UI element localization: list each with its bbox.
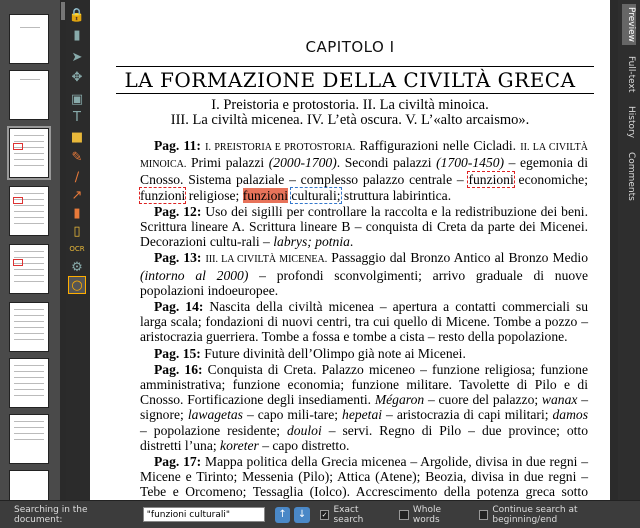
chapter-subtitle-2: III. La civiltà micenea. IV. L’età oscura. V. L’«alto arcaismo».	[170, 112, 530, 128]
side-tabs	[618, 0, 640, 500]
ocr-icon[interactable]: OCR	[69, 245, 85, 253]
stamp-icon[interactable]: ▯	[73, 223, 81, 239]
index-entry: Pag. 17: Mappa politica della Grecia micenea – Argolide, divisa in due regni – Micene e Tirinto; Messenia (Pilo); Attica (Atene); Beozia, divisa in due regni – Tebe e Orcomeno; Tessaglia (Iolco). Accrescimento della potenza greca sotto	[140, 454, 588, 500]
search-icon[interactable]: ○	[68, 276, 86, 294]
page-thumbnail[interactable]	[9, 414, 49, 464]
page-thumbnail[interactable]	[9, 302, 49, 352]
tab-preview[interactable]: Preview	[622, 4, 636, 45]
page-thumbnail[interactable]	[9, 186, 49, 236]
scrollbar-handle[interactable]	[61, 2, 65, 20]
index-entry: Pag. 14: Nascita della civiltà micenea – apertura a contatti commerciali su larga scala; fondazioni di nuovi centri, tra cui quello di Micene. Tombe a pozzo – aristocrazia guerriera. Tombe a fossa e tombe a cista – resto della popolazione.	[140, 299, 588, 345]
text-tool-icon[interactable]: T	[73, 109, 81, 125]
page-thumbnail[interactable]	[9, 14, 49, 64]
note-icon[interactable]: ■	[70, 129, 84, 145]
whole-words-option[interactable]	[399, 505, 468, 525]
page-thumbnail-current[interactable]	[9, 128, 49, 178]
continue-search-option[interactable]	[479, 505, 640, 525]
search-match: funzioni	[140, 187, 186, 203]
arrow-down-icon[interactable]: ↓	[294, 507, 309, 523]
bookmark-icon[interactable]: ▮	[73, 27, 81, 43]
pointer-icon[interactable]: ➤	[71, 49, 83, 65]
search-input[interactable]	[143, 507, 265, 522]
exact-search-label: Exact search	[333, 504, 364, 525]
eraser-icon[interactable]: ▮	[73, 205, 81, 221]
exact-search-option[interactable]	[320, 505, 389, 525]
tab-full-text[interactable]: Full-text	[626, 56, 636, 93]
chapter-subtitle-1: I. Preistoria e protostoria. II. La civiltà minoica.	[211, 97, 489, 113]
title-rule-bottom	[116, 93, 594, 94]
exact-search-checkbox[interactable]: ✓	[321, 510, 328, 519]
search-bar	[0, 500, 640, 528]
move-icon[interactable]: ✥	[71, 69, 83, 85]
document-page	[90, 0, 610, 500]
settings-icon[interactable]: ⚙	[71, 259, 83, 275]
thumbnail-panel	[0, 0, 60, 500]
pencil-icon[interactable]: ✎	[71, 149, 83, 165]
index-entry: Pag. 15: Future divinità dell’Olimpo già note ai Micenei.	[154, 345, 466, 361]
continue-search-label: Continue search at beginning/end	[492, 504, 578, 525]
tab-comments[interactable]: Comments	[626, 152, 636, 202]
index-entry: Pag. 12: Uso dei sigilli per controllare la raccolta e la redistribuzione dei beni. Scrittura lineare A. Scrittura lineare B – conquista di Creta da parte dei Micenei. Decorazioni cultu-rali – labrys; potnia.	[140, 203, 588, 250]
index-entry: Pag. 11: I. PREISTORIA E PROTOSTORIA. Raffigurazioni nelle Cicladi. II. LA CIVILTÀ MINOICA. Primi palazzi (2000-1700). Secondi palazzi (1700-1450) – egemonia di Cnosso. Sistema palaziale – complesso palazzo centrale – funzioni economiche; funzioni religiose; funzioni culturali; struttura labirintica.	[140, 138, 588, 203]
index-entry: Pag. 13: III. LA CIVILTÀ MICENEA. Passaggio dal Bronzo Antico al Bronzo Medio (intorno al 2000) – profondi sconvolgimenti; arrivo graduale di nuove popolazioni indoeuropee.	[140, 250, 588, 298]
line-icon[interactable]: ∕	[74, 169, 80, 185]
chapter-heading: CAPITOLO I	[305, 38, 395, 56]
search-match-current: culturali;	[291, 187, 341, 203]
tab-history[interactable]: History	[626, 106, 636, 139]
index-entry: Pag. 16: Conquista di Creta. Palazzo miceneo – funzione religiosa; funzione amministrativa; funzione economia; funzione militare. Tavolette di Pilo e di Cnosso. Fortificazione degli insediamenti. Mégaron – cuore del palazzo; wanax – signore; lawagetas – capo mili-tare; hepetai – aristocrazia di capi militari; damos – popolazione residente; douloi – servi. Regno di Pilo – due province; otto distretti l’una; koreter – capo distretto.	[140, 361, 588, 453]
page-thumbnail[interactable]	[9, 358, 49, 408]
whole-words-label: Whole words	[412, 504, 442, 525]
lock-icon[interactable]: 🔒	[68, 7, 86, 23]
chapter-title: LA FORMAZIONE DELLA CIVILTÀ GRECA	[124, 68, 576, 92]
page-thumbnail[interactable]	[9, 244, 49, 294]
document-viewport[interactable]	[88, 0, 618, 500]
title-rule-top	[116, 66, 594, 67]
search-match: funzioni	[468, 172, 514, 188]
whole-words-checkbox[interactable]	[399, 510, 409, 520]
arrow-up-icon[interactable]: ↑	[275, 507, 290, 523]
page-thumbnail[interactable]	[9, 70, 49, 120]
page-thumbnail[interactable]	[9, 470, 49, 500]
search-match-current: funzioni	[242, 187, 289, 203]
region-icon[interactable]: ▣	[70, 91, 84, 107]
tool-strip	[66, 0, 88, 500]
continue-search-checkbox[interactable]	[479, 510, 489, 520]
page-body	[140, 138, 588, 500]
search-label: Searching in the document:	[14, 504, 88, 525]
arrow-icon[interactable]: ↗	[71, 187, 83, 203]
